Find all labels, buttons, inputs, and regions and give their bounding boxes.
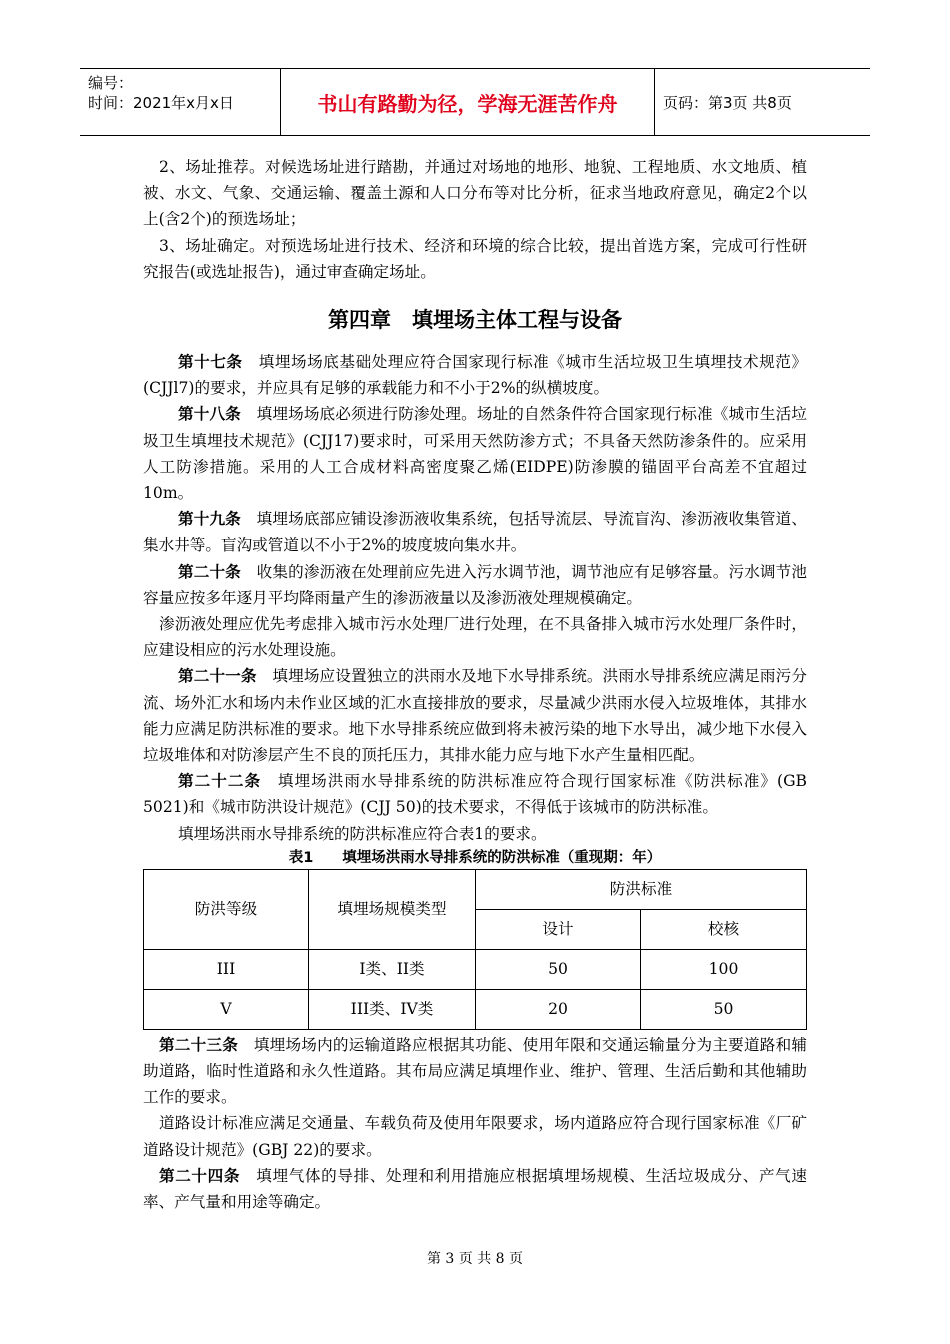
cell-check: 100 [641, 949, 807, 989]
article-text: 填埋场应设置独立的洪雨水及地下水导排系统。洪雨水导排系统应满足雨污分流、场外汇水和场内未作业区域的汇水直接排放的要求，尽量减少洪雨水侵入垃圾堆体，其排水能力应满足防洪标准的要求。地下水导排系统应做到将未被污染的地下水导出，减少地下水侵入垃圾堆体和对防渗层产生不良的顶托压力，其排水能力应与地下水产生量相匹配。 [143, 667, 807, 765]
header-grade: 防洪等级 [144, 869, 309, 949]
article-text: 填埋场底部应铺设渗沥液收集系统，包括导流层、导流盲沟、渗沥液收集管道、集水井等。盲沟或管道以不小于2%的坡度坡向集水井。 [143, 510, 807, 555]
time-label: 时间：2021年x月x日 [88, 94, 234, 112]
article-17 [143, 349, 807, 401]
article-label: 第十七条 [178, 352, 243, 372]
article-24 [143, 1163, 807, 1215]
article-text: 填埋场场底必须进行防渗处理。场址的自然条件符合国家现行标准《城市生活垃圾卫生填埋技术规范》(CJJ17)要求时，可采用天然防渗方式；不具备天然防渗条件的。应采用人工防渗措施。采用的人工合成材料高密度聚乙烯(EIDPE)防渗膜的锚固平台高差不宜超过10m。 [143, 405, 807, 503]
table-row [144, 949, 807, 989]
header-motto: 书山有路勤为径，学海无涯苦作舟 [281, 69, 655, 135]
article-text: 填埋场洪雨水导排系统的防洪标准应符合现行国家标准《防洪标准》(GB 5021)和《城市防洪设计规范》(CJJ 50)的技术要求，不得低于该城市的防洪标准。 [143, 772, 807, 817]
table-row [144, 989, 807, 1029]
article-18 [143, 401, 807, 506]
header-type: 填埋场规模类型 [309, 869, 476, 949]
header-check: 校核 [641, 909, 807, 949]
document-body [143, 154, 807, 1215]
article-label: 第二十二条 [178, 771, 262, 791]
cell-design: 20 [476, 989, 641, 1029]
cell-check: 50 [641, 989, 807, 1029]
article-label: 第十九条 [178, 509, 241, 529]
article-text: 收集的渗沥液在处理前应先进入污水调节池，调节池应有足够容量。污水调节池容量应按多年逐月平均降雨量产生的渗沥液量以及渗沥液处理规模确定。 [143, 562, 807, 607]
number-label: 编号： [88, 74, 134, 92]
article-19 [143, 506, 807, 558]
flood-standard-table [143, 869, 807, 1030]
article-23 [143, 1032, 807, 1111]
header-standard: 防洪标准 [476, 869, 807, 909]
paragraph-site-recommend: 2、场址推荐。对候选场址进行踏勘，并通过对场地的地形、地貌、工程地质、水文地质、植被、水文、气象、交通运输、覆盖土源和人口分布等对比分析，征求当地政府意见，确定2个以上(含2个)的预选场址； [143, 158, 807, 229]
cell-grade: V [144, 989, 309, 1029]
cell-design: 50 [476, 949, 641, 989]
table-caption: 表1 填埋场洪雨水导排系统的防洪标准（重现期：年） [288, 849, 662, 866]
paragraph-road: 道路设计标准应满足交通量、车载负荷及使用年限要求，场内道路应符合现行国家标准《厂矿道路设计规范》(GBJ 22)的要求。 [143, 1114, 807, 1159]
paragraph-leachate: 渗沥液处理应优先考虑排入城市污水处理厂进行处理，在不具备排入城市污水处理厂条件时，应建设相应的污水处理设施。 [143, 615, 807, 660]
article-label: 第二十一条 [178, 666, 257, 686]
article-label: 第二十四条 [159, 1165, 241, 1185]
table-header-row [144, 869, 807, 909]
paragraph-table-intro: 填埋场洪雨水导排系统的防洪标准应符合表1的要求。 [178, 824, 547, 843]
header-meta [80, 69, 281, 135]
cell-type: III类、IV类 [309, 989, 476, 1029]
page-footer: 第 3 页 共 8 页 [426, 1251, 524, 1267]
article-text: 填埋气体的导排、处理和利用措施应根据填埋场规模、生活垃圾成分、产气速率、产气量和用途等确定。 [143, 1166, 807, 1212]
paragraph-site-confirm: 3、场址确定。对预选场址进行技术、经济和环境的综合比较，提出首选方案，完成可行性研究报告(或选址报告)，通过审查确定场址。 [143, 236, 807, 281]
article-text: 填埋场场内的运输道路应根据其功能、使用年限和交通运输量分为主要道路和辅助道路，临时性道路和永久性道路。其布局应满足填埋作业、维护、管理、生活后勤和其他辅助工作的要求。 [143, 1035, 807, 1107]
header-page-info: 页码：第3页 共8页 [663, 93, 792, 112]
article-21 [143, 663, 807, 768]
article-22 [143, 768, 807, 820]
article-text: 填埋场场底基础处理应符合国家现行标准《城市生活垃圾卫生填埋技术规范》(CJJl7)的要求，并应具有足够的承载能力和不小于2%的纵横坡度。 [143, 353, 807, 398]
article-label: 第二十三条 [159, 1034, 239, 1054]
article-20 [143, 559, 807, 611]
header-design: 设计 [476, 909, 641, 949]
cell-grade: III [144, 949, 309, 989]
cell-type: I类、II类 [309, 949, 476, 989]
page-header [80, 68, 870, 136]
article-label: 第二十条 [178, 561, 241, 581]
article-label: 第十八条 [178, 404, 241, 424]
chapter-title: 第四章 填埋场主体工程与设备 [328, 308, 622, 333]
